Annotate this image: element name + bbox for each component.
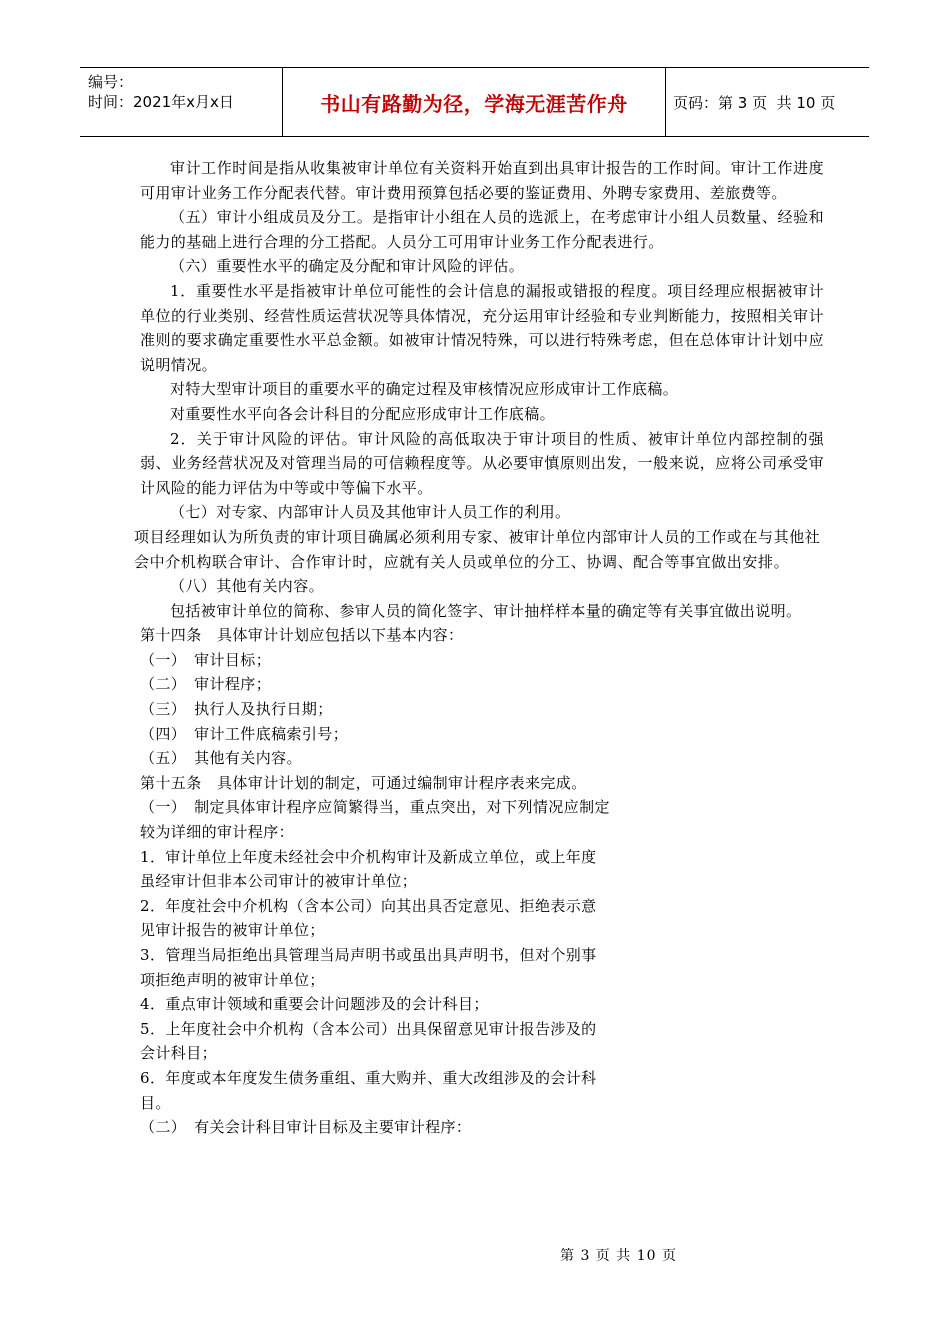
paragraph: 2．关于审计风险的评估。审计风险的高低取决于审计项目的性质、被审计单位内部控制的强弱、业务经营状况及对管理当局的可信赖程度等。从必要审慎原则出发，一般来说，应将公司承受审计风险的能力评估为中等或中等偏下水平。 [140,429,824,497]
article-heading: 第十五条 具体审计计划的制定，可通过编制审计程序表来完成。 [140,773,587,792]
list-item: （四） 审计工件底稿索引号； [140,724,349,743]
article-heading: 第十四条 具体审计计划应包括以下基本内容： [140,626,464,645]
list-item: 3．管理当局拒绝出具管理当局声明书或虽出具声明书，但对个别事项拒绝声明的被审计单位； [140,946,597,989]
header-page-info: 页码：第 3 页 共 10 页 [673,93,836,112]
paragraph: 对特大型审计项目的重要水平的确定过程及审核情况应形成审计工作底稿。 [170,380,679,399]
list-item: （三） 执行人及执行日期； [140,700,333,719]
list-item: （二） 审计程序； [140,675,272,694]
document-number-label: 编号： [88,73,134,91]
list-item: 6．年度或本年度发生债务重组、重大购并、重大改组涉及的会计科目。 [140,1068,597,1112]
header-motto: 书山有路勤为径，学海无涯苦作舟 [320,91,628,116]
document-body [134,156,824,1140]
paragraph: （六）重要性水平的确定及分配和审计风险的评估。 [170,257,525,276]
paragraph: 项目经理如认为所负责的审计项目确属必须利用专家、被审计单位内部审计人员的工作或在与其他社会中介机构联合审计、合作审计时，应就有关人员或单位的分工、协调、配合等事宜做出安排。 [134,527,821,571]
paragraph: 对重要性水平向各会计科目的分配应形成审计工作底稿。 [170,404,556,423]
paragraph: 包括被审计单位的简称、参审人员的简化签字、审计抽样样本量的确定等有关事宜做出说明。 [170,601,802,620]
page-header [80,67,869,137]
paragraph: （五）审计小组成员及分工。是指审计小组在人员的选派上，在考虑审计小组人员数量、经验和能力的基础上进行合理的分工搭配。人员分工可用审计业务工作分配表进行。 [140,208,824,251]
paragraph: （七）对专家、内部审计人员及其他审计人员工作的利用。 [170,503,571,522]
paragraph: （八）其他有关内容。 [170,577,325,596]
list-item: 2．年度社会中介机构（含本公司）向其出具否定意见、拒绝表示意见审计报告的被审计单位； [140,896,597,940]
list-item: （一） 制定具体审计程序应简繁得当，重点突出，对下列情况应制定较为详细的审计程序： [140,798,610,842]
header-meta [88,72,234,112]
list-item: 5．上年度社会中介机构（含本公司）出具保留意见审计报告涉及的会计科目； [140,1019,597,1063]
page-footer: 第 3 页 共 10 页 [560,1248,677,1264]
document-time: 时间：2021年x月x日 [88,93,234,111]
list-item: （五） 其他有关内容。 [140,749,302,768]
paragraph: 审计工作时间是指从收集被审计单位有关资料开始直到出具审计报告的工作时间。审计工作进度可用审计业务工作分配表代替。审计费用预算包括必要的鉴证费用、外聘专家费用、差旅费等。 [140,159,824,202]
list-item: 4．重点审计领域和重要会计问题涉及的会计科目； [140,995,489,1014]
list-item: （一） 审计目标； [140,650,272,669]
list-item: （二） 有关会计科目审计目标及主要审计程序： [140,1118,472,1137]
list-item: 1．审计单位上年度未经社会中介机构审计及新成立单位，或上年度虽经审计但非本公司审计的被审计单位； [140,847,597,891]
paragraph: 1．重要性水平是指被审计单位可能性的会计信息的漏报或错报的程度。项目经理应根据被审计单位的行业类别、经营性质运营状况等具体情况，充分运用审计经验和专业判断能力，按照相关审计准则的要求确定重要性水平总金额。如被审计情况特殊，可以进行特殊考虑，但在总体审计计划中应说明情况。 [140,281,824,374]
